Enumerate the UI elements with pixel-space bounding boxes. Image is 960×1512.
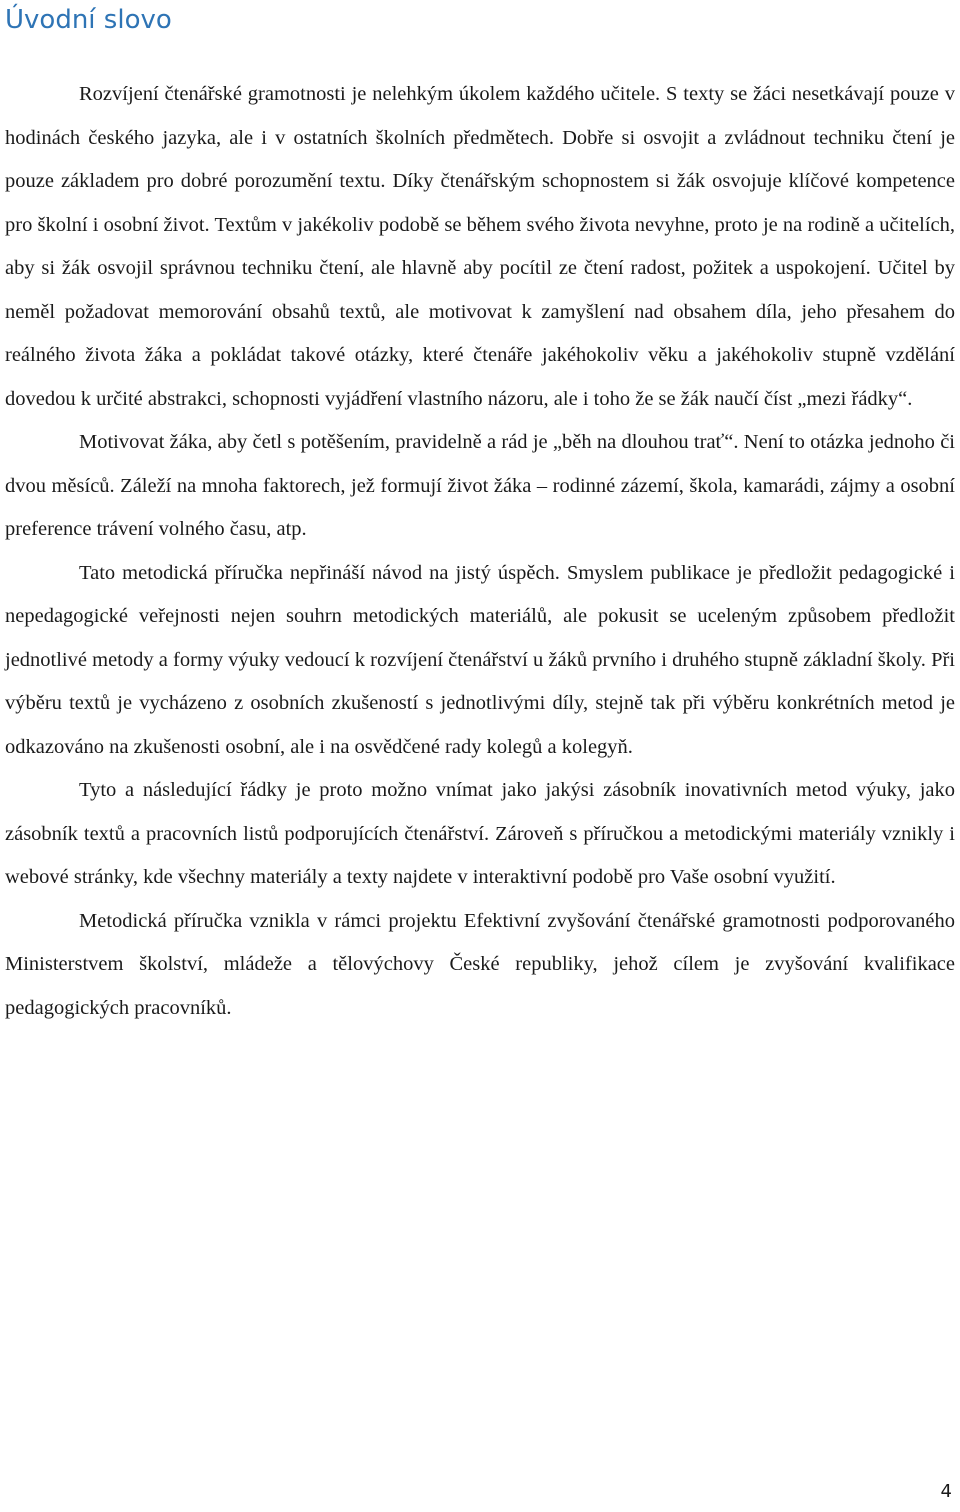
page-number: 4	[940, 1481, 952, 1502]
paragraph-5: Metodická příručka vznikla v rámci projektu Efektivní zvyšování čtenářské gramotnosti podporovaného Ministerstvem školství, mládeže a tělovýchovy České republiky, jehož cílem je zvyšování kvalifikace pedagogických pracovníků.	[5, 909, 955, 1019]
paragraph-3: Tato metodická příručka nepřináší návod na jistý úspěch. Smyslem publikace je předložit pedagogické i nepedagogické veřejnosti nejen souhrn metodických materiálů, ale pokusit se uceleným způsobem předložit jednotlivé metody a formy výuky vedoucí k rozvíjení čtenářství u žáků prvního i druhého stupně základní školy. Při výběru textů je vycházeno z osobních zkušeností s jednotlivými díly, stejně tak při výběru konkrétních metod je odkazováno na zkušenosti osobní, ale i na osvědčené rady kolegů a kolegyň.	[5, 561, 955, 758]
page-heading: Úvodní slovo	[5, 5, 172, 35]
paragraph-1: Rozvíjení čtenářské gramotnosti je nelehkým úkolem každého učitele. S texty se žáci nesetkávají pouze v hodinách českého jazyka, ale i v ostatních školních předmětech. Dobře si osvojit a zvládnout techniku čtení je pouze základem pro dobré porozumění textu. Díky čtenářským schopnostem si žák osvojuje klíčové kompetence pro školní i osobní život. Textům v jakékoliv podobě se během svého života nevyhne, proto je na rodině a učitelích, aby si žák osvojil správnou techniku čtení, ale hlavně aby pocítil ze čtení radost, požitek a uspokojení. Učitel by neměl požadovat memorování obsahů textů, ale motivovat k zamyšlení nad obsahem díla, jeho přesahem do reálného života žáka a pokládat takové otázky, které čtenáře jakéhokoliv věku a jakéhokoliv stupně vzdělání dovedou k určité abstrakci, schopnosti vyjádření vlastního názoru, ale i toho že se žák naučí číst „mezi řádky“.	[5, 83, 955, 410]
paragraph-4: Tyto a následující řádky je proto možno vnímat jako jakýsi zásobník inovativních metod výuky, jako zásobník textů a pracovních listů podporujících čtenářství. Zároveň s příručkou a metodickými materiály vznikly i webové stránky, kde všechny materiály a texty najdete v interaktivní podobě pro Vaše osobní využití.	[5, 779, 955, 888]
body-text	[5, 73, 955, 1030]
paragraph-2: Motivovat žáka, aby četl s potěšením, pravidelně a rád je „běh na dlouhou trať“. Není to otázka jednoho či dvou měsíců. Záleží na mnoha faktorech, jež formují život žáka – rodinné zázemí, škola, kamarádi, zájmy a osobní preference trávení volného času, atp.	[5, 431, 955, 540]
